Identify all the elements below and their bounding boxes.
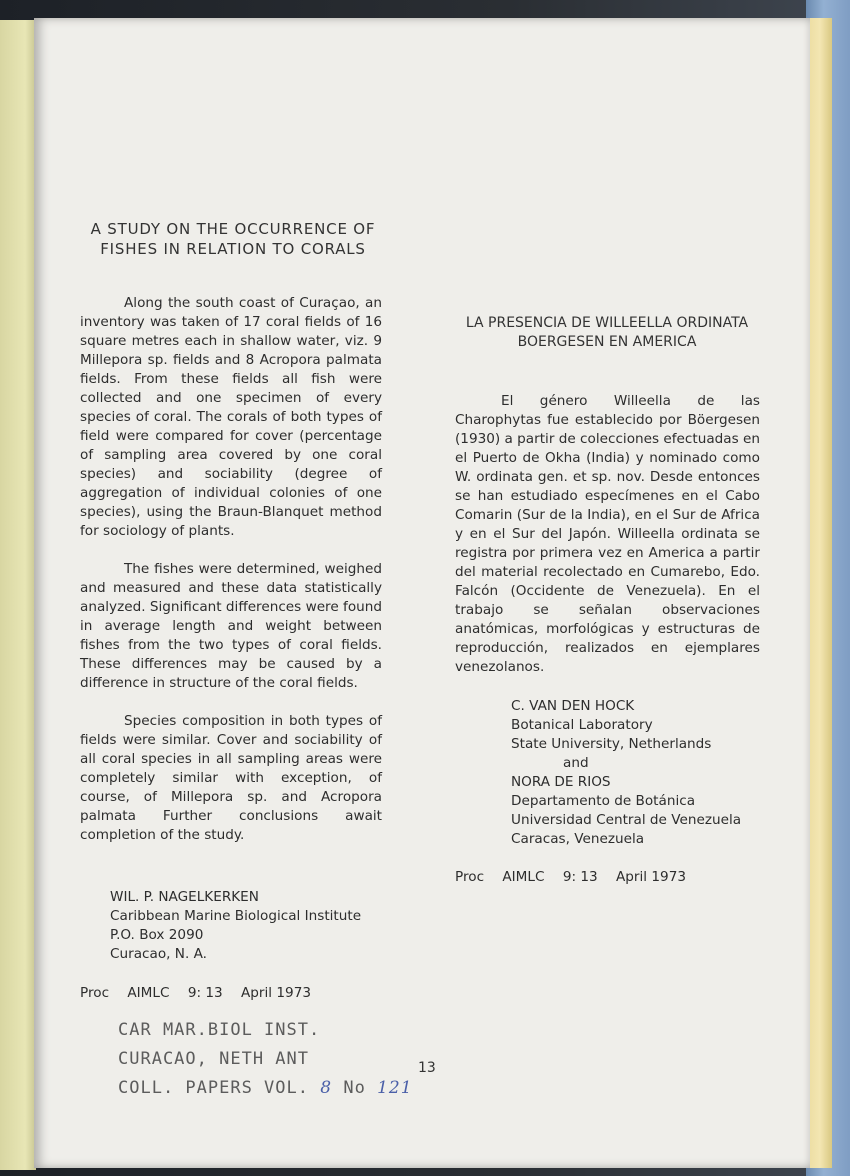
- left-author-institute: Caribbean Marine Biological Institute: [110, 908, 362, 924]
- left-proc-volume: 9: 13: [187, 985, 223, 1001]
- left-author-city: Curacao, N. A.: [110, 946, 207, 962]
- left-author-box: P.O. Box 2090: [110, 927, 204, 943]
- left-proc-journal: AIMLC: [127, 985, 170, 1001]
- left-author-block: [110, 888, 400, 964]
- right-author-and: and: [563, 755, 589, 771]
- right-proc-citation: [455, 869, 755, 885]
- right-author-dept: Departamento de Botánica: [511, 793, 696, 809]
- left-article-body: [80, 294, 382, 845]
- right-author-univ-2: Universidad Central de Venezuela: [511, 812, 742, 828]
- right-article-body: [455, 392, 760, 677]
- right-title-line-2: BOERGESEN EN AMERICA: [517, 334, 697, 350]
- left-author-name: WIL. P. NAGELKERKEN: [110, 889, 259, 905]
- left-paragraph-3: Species composition in both types of fields were similar. Cover and sociability of all coral species in all sampling areas were completely similar with exception, of course, of Millepora sp. and Acropora palmata Further conclusions await completion of the study.: [80, 713, 382, 843]
- right-author-1: C. VAN DEN HOCK: [511, 698, 635, 714]
- stamp-number: 121: [377, 1078, 413, 1098]
- stamp-line-3: [118, 1074, 413, 1103]
- page-number: 13: [418, 1060, 436, 1076]
- right-proc-label: Proc: [455, 869, 485, 885]
- library-stamp: [118, 1016, 413, 1103]
- stamp-line-2: CURACAO, NETH ANT: [118, 1049, 309, 1069]
- right-title-line-1: LA PRESENCIA DE WILLEELLA ORDINATA: [465, 315, 749, 331]
- left-title-line-2: FISHES IN RELATION TO CORALS: [100, 240, 366, 258]
- facing-page-edge: [0, 20, 36, 1170]
- right-article-title: [452, 314, 762, 352]
- right-author-lab: Botanical Laboratory: [511, 717, 653, 733]
- left-paragraph-2: The fishes were determined, weighed and measured and these data statistically analyzed. Significant differences were found in average length and weight between fishes from the two types of coral fields. These differences may be caused by a difference in structure of the coral fields.: [80, 561, 382, 691]
- stamp-no-label: No: [343, 1078, 366, 1098]
- right-author-city: Caracas, Venezuela: [511, 831, 645, 847]
- right-author-univ-1: State University, Netherlands: [511, 736, 712, 752]
- left-article-title: [78, 219, 388, 259]
- right-author-2: NORA DE RIOS: [511, 774, 611, 790]
- left-proc-date: April 1973: [241, 985, 311, 1001]
- left-proc-citation: [80, 985, 400, 1001]
- left-paragraph-1: Along the south coast of Curaçao, an inventory was taken of 17 coral fields of 16 square metres each in shallow water, viz. 9 Millepora sp. fields and 8 Acropora palmata fields. From these fields all fish were collected and one specimen of every species of coral. The corals of both types of field were compared for cover (percentage of sampling area covered by one coral species) and sociability (degree of aggregation of individual colonies of one species), using the Braun-Blanquet method for sociology of plants.: [80, 295, 382, 539]
- stamp-line-1: CAR MAR.BIOL INST.: [118, 1020, 321, 1040]
- stamp-prefix: COLL. PAPERS VOL.: [118, 1078, 309, 1098]
- right-paragraph-1: El género Willeella de las Charophytas fue establecido por Böergesen (1930) a partir de colecciones efectuadas en el Puerto de Okha (India) y nominado como W. ordinata gen. et sp. nov. Desde entonces se han estudiado especímenes en el Cabo Comarin (Sur de la India), en el Sur de Africa y en el Sur del Japón. Willeella ordinata se registra por primera vez en America a partir del material recolectado en Cumarebo, Edo. Falcón (Occidente de Venezuela). En el trabajo se señalan observaciones anatómicas, morfológicas y estructuras de reproducción, realizados en ejemplares venezolanos.: [455, 393, 761, 675]
- stamp-volume: 8: [320, 1078, 333, 1098]
- right-proc-volume: 9: 13: [562, 869, 598, 885]
- right-author-block: [511, 697, 771, 849]
- left-proc-label: Proc: [80, 985, 110, 1001]
- right-proc-journal: AIMLC: [502, 869, 545, 885]
- left-title-line-1: A STUDY ON THE OCCURRENCE OF: [90, 220, 376, 238]
- right-proc-date: April 1973: [616, 869, 686, 885]
